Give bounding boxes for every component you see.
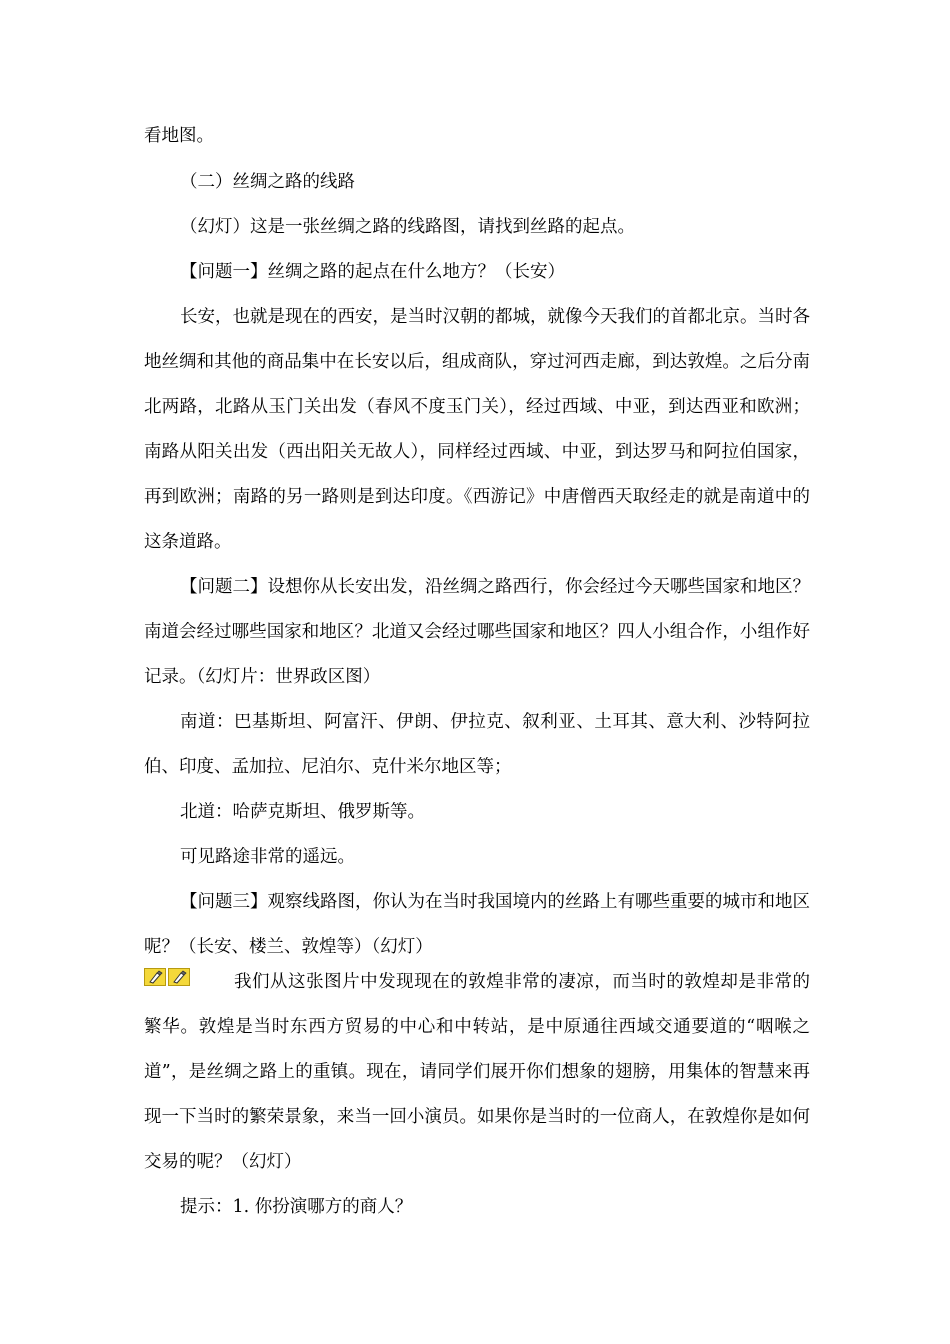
paragraph-dunhuang: 我们从这张图片中发现现在的敦煌非常的凄凉，而当时的敦煌却是非常的繁华。敦煌是当时东西方贸易的中心和中转站，是中原通往西域交通要道的“咽喉之道”，是丝绸之路上的重镇。现在，请同学们展开你们想象的翅膀，用集体的智慧来再现一下当时的繁荣景象，来当一回小演员。如果你是当时的一位商人，在敦煌你是如何交易的呢？（幻灯）	[144, 972, 810, 1172]
paragraph-north-route: 北道：哈萨克斯坦、俄罗斯等。	[180, 802, 425, 822]
section-heading: （二）丝绸之路的线路	[180, 172, 355, 192]
paragraph-p0: 看地图。	[144, 126, 214, 146]
paragraph-p4: 长安，也就是现在的西安，是当时汉朝的都城，就像今天我们的首都北京。当时各地丝绸和其他的商品集中在长安以后，组成商队，穿过河西走廊，到达敦煌。之后分南北两路，北路从玉门关出发（春风不度玉门关），经过西域、中亚，到达西亚和欧洲；南路从阳关出发（西出阳关无故人），同样经过西域、中亚，到达罗马和阿拉伯国家，再到欧洲；南路的另一路则是到达印度。《西游记》中唐僧西天取经走的就是南道中的这条道路。	[144, 307, 810, 552]
question-two: 【问题二】设想你从长安出发，沿丝绸之路西行，你会经过今天哪些国家和地区？南道会经过哪些国家和地区？北道又会经过哪些国家和地区？四人小组合作，小组作好记录。（幻灯片：世界政区图）	[144, 577, 810, 687]
paragraph-south-route: 南道：巴基斯坦、阿富汗、伊朗、伊拉克、叙利亚、土耳其、意大利、沙特阿拉伯、印度、孟加拉、尼泊尔、克什米尔地区等；	[144, 712, 810, 777]
question-one: 【问题一】丝绸之路的起点在什么地方？（长安）	[180, 262, 565, 282]
hint-line: 提示：1. 你扮演哪方的商人？	[180, 1197, 413, 1217]
paragraph-p8: 可见路途非常的遥远。	[180, 847, 355, 867]
paragraph-p2: （幻灯）这是一张丝绸之路的线路图，请找到丝路的起点。	[180, 217, 635, 237]
question-three: 【问题三】观察线路图，你认为在当时我国境内的丝路上有哪些重要的城市和地区呢？（长安、楼兰、敦煌等）（幻灯）	[144, 892, 810, 957]
